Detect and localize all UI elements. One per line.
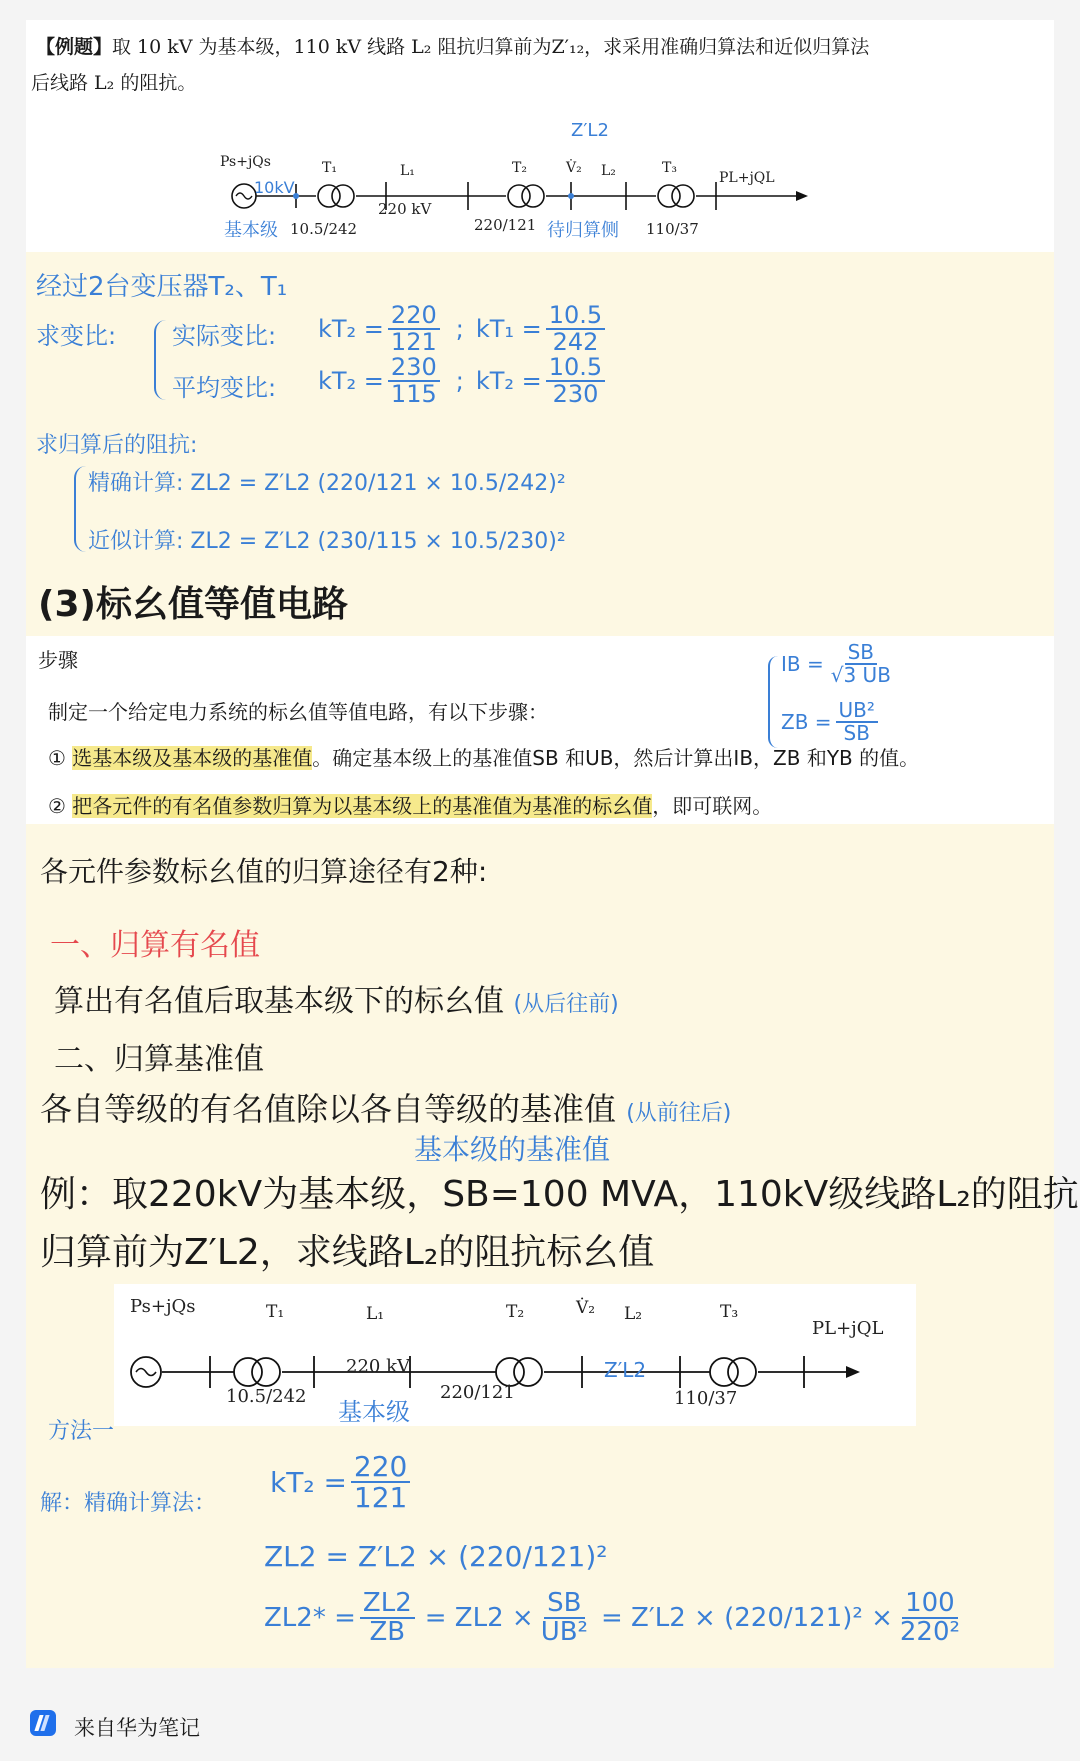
d1-l1: L₁ [400, 163, 415, 179]
zb-num: UB² [836, 700, 878, 723]
avg-f1-lhs: kT₂ = [318, 367, 384, 396]
example-2-line-1: 例：取220kV为基本级，SB=100 MVA，110kV级线路L₂的阻抗 [40, 1174, 1079, 1215]
step-2-rest: ，即可联网。 [652, 794, 773, 818]
d2-ratio-t3: 110/37 [674, 1388, 738, 1409]
d1-hw-pending-side: 待归算侧 [547, 220, 619, 241]
d2-hw-z: Z′L2 [604, 1358, 647, 1382]
power-system-diagram-2 [126, 1310, 886, 1430]
d1-ratio-t3: 110/37 [646, 220, 699, 238]
method-label: 方法一 [48, 1419, 115, 1444]
avg-f1-num: 230 [388, 355, 440, 382]
brace-ratio [154, 320, 166, 400]
step-2-num: ② [48, 794, 66, 818]
d2-voltage-l1: 220 kV [346, 1356, 410, 1377]
ib-formula [781, 642, 898, 686]
actual-f2-den: 242 [552, 328, 599, 357]
solve-label: 解：精确计算法： [40, 1491, 217, 1516]
example-2-line-2: 归算前为Z′L2，求线路L₂的阻抗标幺值 [40, 1232, 655, 1273]
brace-base-formulas [768, 656, 778, 748]
zl2-star-formula [264, 1590, 967, 1647]
actual-f1-lhs: kT₂ = [318, 315, 384, 344]
step-2-highlight: 把各元件的有名值参数归算为以基本级上的基准值为基准的标幺值 [72, 794, 653, 818]
example-line-1 [36, 32, 869, 59]
zl2star-f3-num: 100 [902, 1590, 958, 1619]
note-exact-calc: 精确计算: ZL2 = Z′L2 (220/121 × 10.5/242)² [88, 471, 566, 496]
zl2star-part-b: = ZL2 × [424, 1603, 534, 1634]
note-find-impedance: 求归算后的阻抗: [36, 433, 198, 458]
avg-f1-den: 115 [390, 380, 437, 409]
way-1-title: 一、归算有名值 [50, 928, 260, 963]
zl2star-fraction-1 [360, 1590, 415, 1647]
average-ratio-formula: kT₂ = $\frac{230}{115}$ ; kT₂ = $\frac{10.5}{230}$ [318, 355, 609, 407]
avg-f2-lhs: kT₂ = [475, 367, 542, 396]
d1-l2: L₂ [601, 163, 616, 179]
d2-t1: T₁ [266, 1302, 285, 1322]
example-text: 取 10 kV 为基本级，110 kV 线路 L₂ 阻抗归算前为Z′₁₂，求采用准确归算法和近似归算法 [112, 36, 870, 58]
d1-load-label: PL+jQL [719, 170, 775, 186]
d1-voltage-l1: 220 kV [378, 200, 432, 218]
d1-t2: T₂ [512, 160, 527, 176]
d2-t2: T₂ [506, 1302, 525, 1322]
avg-f1-fraction [388, 355, 440, 407]
zl2star-part-a: ZL2* = [264, 1603, 356, 1634]
kt2-fraction [351, 1452, 410, 1513]
actual-f2-lhs: kT₁ = [475, 315, 542, 344]
zl2star-f2-den: UB² [540, 1617, 588, 1648]
way-1-note: (从后往前) [513, 992, 619, 1017]
d1-ratio-t1: 10.5/242 [290, 220, 358, 238]
actual-f2-fraction [546, 303, 605, 355]
actual-f1-fraction [388, 303, 440, 355]
kt2-den: 121 [353, 1481, 408, 1515]
zl2star-fraction-3 [897, 1590, 963, 1647]
d1-source-label: Ps+jQs [220, 154, 271, 170]
d1-hw-base-kv: 10kV [254, 178, 295, 197]
note-average-ratio: 平均变比: [172, 374, 277, 402]
d1-hw-z: Z′L2 [571, 120, 609, 141]
d2-load-label: PL+jQL [812, 1318, 884, 1339]
avg-f2-num: 10.5 [546, 355, 605, 382]
zl2star-f1-num: ZL2 [360, 1590, 415, 1619]
step-1 [48, 742, 919, 771]
kt2-lhs: kT₂ = [270, 1465, 347, 1499]
way-1-text [54, 976, 619, 1020]
actual-f1-den: 121 [390, 328, 437, 357]
steps-label: 步骤 [38, 648, 78, 672]
zl2star-fraction-2 [538, 1590, 591, 1647]
way-2-text [40, 1084, 731, 1130]
zl2-formula: ZL2 = Z′L2 × (220/121)² [264, 1540, 608, 1573]
zl2star-f1-den: ZB [369, 1617, 406, 1648]
note-actual-ratio: 实际变比: [172, 322, 277, 350]
huawei-notes-icon [30, 1710, 56, 1736]
way-2-note: (从前往后) [626, 1101, 732, 1126]
example-line-2: 后线路 L₂ 的阻抗。 [31, 72, 197, 94]
note-page [26, 20, 1079, 1668]
steps-intro: 制定一个给定电力系统的标幺值等值电路，有以下步骤： [48, 700, 548, 724]
d2-l1: L₁ [366, 1304, 385, 1324]
way-2-title: 二、归算基准值 [54, 1042, 264, 1077]
actual-f2-num: 10.5 [546, 303, 605, 330]
d1-hw-base-level: 基本级 [224, 220, 278, 241]
zb-den: SB [843, 721, 870, 745]
actual-ratio-formula: kT₂ = $\frac{220}{121}$ ; kT₁ = $\frac{10.5}{242}$ [318, 303, 609, 355]
note-approx-calc: 近似计算: ZL2 = Z′L2 (230/115 × 10.5/230)² [88, 529, 566, 554]
step-1-highlight: 选基本级及基本级的基准值 [72, 746, 313, 770]
step-1-num: ① [48, 746, 66, 770]
d2-v2: V̇₂ [576, 1298, 596, 1318]
d1-v2: V̇₂ [566, 160, 582, 176]
step-2 [48, 790, 772, 819]
d2-ratio-t2: 220/121 [440, 1382, 515, 1403]
ib-fraction [828, 642, 894, 686]
d1-ratio-t2: 220/121 [474, 216, 537, 234]
way-2-body: 各自等级的有名值除以各自等级的基准值 [40, 1090, 617, 1128]
section-heading: (3)标幺值等值电路 [38, 584, 348, 625]
zb-fraction [836, 700, 878, 744]
zb-formula [781, 700, 882, 744]
footer [0, 1688, 1080, 1761]
kt2-num: 220 [351, 1452, 410, 1483]
d1-t1: T₁ [322, 160, 337, 176]
footer-text: 来自华为笔记 [74, 1716, 200, 1740]
d1-t3: T₃ [662, 160, 677, 176]
d2-t3: T₃ [720, 1302, 739, 1322]
note-ways: 各元件参数标幺值的归算途径有2种: [40, 855, 488, 888]
avg-f2-fraction [546, 355, 605, 407]
ib-den: √3 UB [830, 663, 891, 687]
actual-f1-num: 220 [388, 303, 440, 330]
note-find-ratio: 求变比: [36, 322, 117, 350]
kt2-formula [270, 1452, 414, 1513]
zl2star-part-c: = Z′L2 × (220/121)² × [600, 1603, 893, 1634]
zl2star-f2-num: SB [544, 1590, 584, 1619]
note-through-transformers: 经过2台变压器T₂、T₁ [36, 272, 288, 302]
d2-ratio-t1: 10.5/242 [226, 1386, 307, 1407]
d2-source-label: Ps+jQs [130, 1296, 196, 1317]
d2-l2: L₂ [624, 1304, 643, 1324]
example-prefix: 【例题】 [36, 36, 113, 58]
ib-lhs: IB = [781, 652, 824, 676]
zl2star-f3-den: 220² [899, 1617, 960, 1648]
brace-calc [74, 466, 86, 552]
zb-lhs: ZB = [781, 710, 832, 734]
base-value-note: 基本级的基准值 [414, 1133, 611, 1166]
step-1-rest: 。确定基本级上的基准值SB 和UB，然后计算出IB，ZB 和YB 的值。 [312, 746, 920, 770]
avg-f2-den: 230 [552, 380, 599, 409]
d2-hw-base-level: 基本级 [338, 1398, 410, 1426]
ib-num: SB [845, 642, 877, 665]
way-1-body: 算出有名值后取基本级下的标幺值 [54, 984, 504, 1019]
